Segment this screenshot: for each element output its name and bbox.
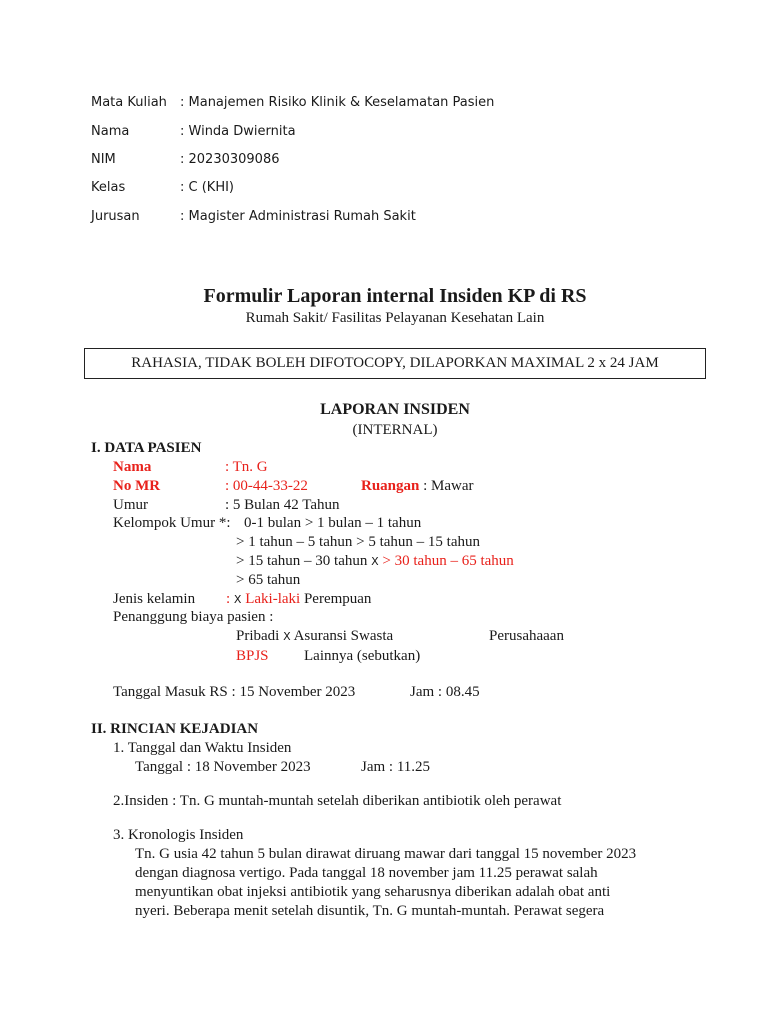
payer-label: Penanggung biaya pasien :: [113, 609, 274, 625]
payer-row-1: [236, 628, 393, 645]
age-group-row-1: [244, 515, 421, 532]
age-group-row-4: [236, 572, 300, 589]
header-label-course: Mata Kuliah: [91, 95, 167, 110]
age-option-30-65thn: > 30 tahun – 65 tahun: [382, 553, 514, 569]
chronology-line: nyeri. Beberapa menit setelah disuntik, Tn. G muntah-muntah. Perawat segera: [135, 903, 605, 919]
mr-label: No MR: [113, 478, 161, 494]
section-patient-data: I. DATA PASIEN: [91, 440, 202, 456]
age-option-5-15thn: > 5 tahun – 15 tahun: [356, 534, 480, 550]
confidential-notice: [84, 348, 706, 379]
incident-time: Jam : 11.25: [361, 759, 431, 775]
age-option-15-30thn: > 15 tahun – 30 tahun: [236, 553, 368, 569]
payer-option-other: Lainnya (sebutkan): [304, 648, 421, 664]
x-mark-age-30-65thn: X: [371, 555, 379, 568]
incident-description: 2.Insiden : Tn. G muntah-muntah setelah diberikan antibiotik oleh perawat: [113, 793, 562, 809]
payer-option-company: Perusahaaan: [489, 628, 564, 644]
chronology-line: Tn. G usia 42 tahun 5 bulan dirawat diruang mawar dari tanggal 15 november 2023: [135, 846, 637, 862]
payer-option-bpjs: BPJS: [236, 648, 269, 664]
patient-name-value: : Tn. G: [225, 459, 268, 475]
x-mark-payer-insurance: X: [283, 630, 291, 643]
room-field: [361, 478, 474, 495]
age-group-row-2: [236, 534, 480, 551]
age-group-label: Kelompok Umur *:: [113, 515, 231, 531]
header-label-major: Jurusan: [91, 209, 140, 224]
gender-label: Jenis kelamin: [113, 591, 196, 607]
chronology-line: menyuntikan obat injeksi antibiotik yang seharusnya diberikan adalah obat anti: [135, 884, 611, 900]
section-incident-details: II. RINCIAN KEJADIAN: [91, 721, 259, 737]
header-value-name: : Winda Dwiernita: [180, 124, 296, 139]
report-title: LAPORAN INSIDEN: [320, 401, 470, 418]
room-label: Ruangan: [361, 478, 420, 494]
form-title: Formulir Laporan internal Insiden KP di RS: [203, 285, 587, 307]
form-subtitle: Rumah Sakit/ Fasilitas Pelayanan Kesehatan Lain: [245, 310, 545, 326]
age-option-1bln-1thn: > 1 bulan – 1 tahun: [304, 515, 422, 531]
gender-options: [226, 591, 371, 608]
x-mark-gender-male: X: [233, 593, 242, 606]
header-value-course: : Manajemen Risiko Klinik & Keselamatan Pasien: [180, 95, 495, 110]
confidential-notice-text: RAHASIA, TIDAK BOLEH DIFOTOCOPY, DILAPORKAN MAXIMAL 2 x 24 JAM: [131, 355, 659, 371]
age-option-65thn: > 65 tahun: [236, 572, 301, 588]
payer-company: [489, 628, 564, 645]
header-value-nim: : 20230309086: [180, 152, 280, 167]
report-subtitle: (INTERNAL): [352, 422, 438, 438]
payer-option-insurance: Asuransi Swasta: [293, 628, 394, 644]
header-value-major: : Magister Administrasi Rumah Sakit: [180, 209, 416, 224]
room-value: : Mawar: [423, 478, 474, 494]
admission-time: Jam : 08.45: [410, 684, 480, 700]
age-value: : 5 Bulan 42 Tahun: [225, 497, 340, 513]
mr-value: : 00-44-33-22: [225, 478, 308, 494]
age-group-row-3: [236, 553, 514, 570]
header-label-nim: NIM: [91, 152, 116, 167]
payer-other: [304, 648, 420, 665]
chronology-title: 3. Kronologis Insiden: [113, 827, 244, 843]
age-option-1-5thn: > 1 tahun – 5 tahun: [236, 534, 353, 550]
age-option-0-1-bulan: 0-1 bulan: [244, 515, 302, 531]
gender-option-male: Laki-laki: [245, 591, 301, 607]
incident-date: Tanggal : 18 November 2023: [135, 759, 311, 775]
header-label-class: Kelas: [91, 180, 126, 195]
payer-option-private: Pribadi: [236, 628, 280, 644]
incident-datetime-title: 1. Tanggal dan Waktu Insiden: [113, 740, 292, 756]
gender-colon: :: [226, 591, 231, 607]
admission-date: Tanggal Masuk RS : 15 November 2023: [113, 684, 356, 700]
patient-name-label: Nama: [113, 459, 152, 475]
header-label-name: Nama: [91, 124, 130, 139]
header-value-class: : C (KHI): [180, 180, 234, 195]
gender-option-female: Perempuan: [303, 591, 372, 607]
chronology-line: dengan diagnosa vertigo. Pada tanggal 18 november jam 11.25 perawat salah: [135, 865, 598, 881]
payer-row-2: [236, 648, 269, 665]
age-label: Umur: [113, 497, 148, 513]
